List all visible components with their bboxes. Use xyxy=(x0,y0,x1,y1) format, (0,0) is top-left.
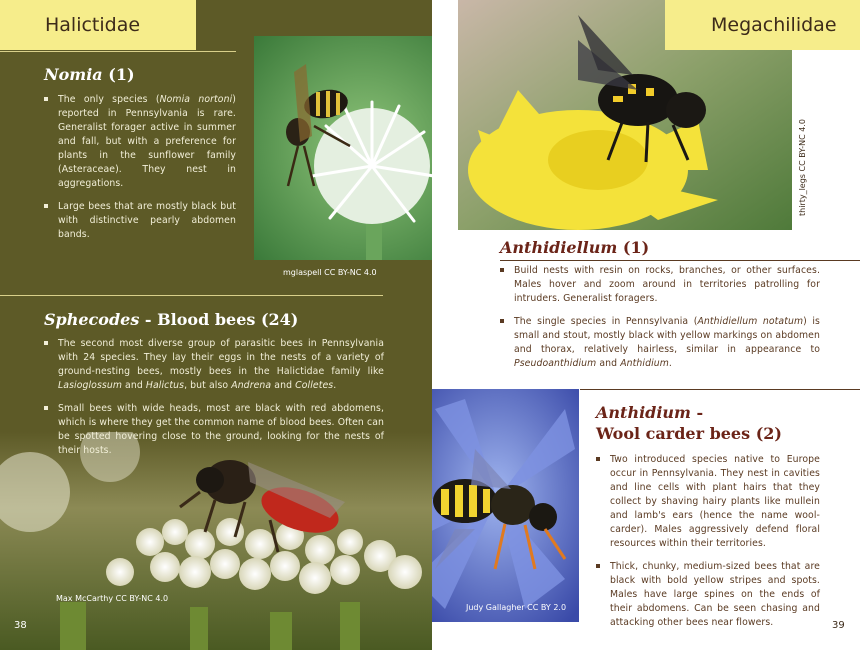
photo-credit: Max McCarthy CC BY-NC 4.0 xyxy=(56,594,169,603)
common-name: - Blood bees (24) xyxy=(139,310,299,329)
list-item: Small bees with wide heads, most are black with red abdomens, which is where they get the common name of blood bees. Often can be spotted hovering close to the ground, looking for the nests of their hosts. xyxy=(44,402,384,458)
photo-credit: Judy Gallagher CC BY 2.0 xyxy=(466,603,567,612)
page-number: 38 xyxy=(14,620,27,631)
divider-top xyxy=(0,51,236,52)
nomia-heading xyxy=(44,65,135,84)
list-item: The only species (Nomia nortoni) reported in Pennsylvania is rare. Generalist forager active in summer and fall, but with a preference for plants in the sunflower family (Asteraceae). They nest in aggregations. xyxy=(44,93,236,191)
photo-credit: mglaspell CC BY-NC 4.0 xyxy=(283,268,377,277)
sphecodes-heading xyxy=(44,310,298,329)
list-item: The second most diverse group of parasitic bees in Pennsylvania with 24 species. They lay their eggs in the nests of a variety of ground-nesting bees, mostly bees in the Halictidae family like Lasioglossum and Halictus, but also Andrena and Colletes. xyxy=(44,337,384,393)
genus-name: Nomia xyxy=(44,65,103,84)
family-tab-halictidae xyxy=(0,0,196,50)
anthidiellum-heading xyxy=(500,238,649,257)
species-count: (1) xyxy=(108,65,135,84)
sphecodes-bullets xyxy=(44,337,384,467)
family-tab-megachilidae xyxy=(665,0,860,50)
family-title: Megachilidae xyxy=(711,14,837,36)
family-title: Halictidae xyxy=(45,14,141,36)
list-item: Thick, chunky, medium-sized bees that are black with bold yellow stripes and spots. Males have large spines on the ends of their abdomens. Can be seen chasing and attacking other bees near flowers. xyxy=(596,560,820,630)
nomia-bullets xyxy=(44,93,236,251)
list-item: Two introduced species native to Europe occur in Pennsylvania. They nest in cavities and line cells with plant hairs that they collect by shaving hairy plants like mullein and lamb's ears (hence the name wool-carder). Males aggressively defend floral resources within their territories. xyxy=(596,453,820,551)
list-item: The single species in Pennsylvania (Anthidiellum notatum) is small and stout, mostly black with yellow markings on abdomen and thorax, relatively hairless, similar in appearance to Pseudoanthidium and Anthidium. xyxy=(500,315,820,371)
right-page xyxy=(432,0,860,650)
list-item: Build nests with resin on rocks, branches, or other surfaces. Males hover and zoom around in territories patrolling for intruders. Generalist foragers. xyxy=(500,264,820,306)
heading-dash: - xyxy=(690,403,704,422)
genus-name: Anthidium xyxy=(596,403,691,422)
divider-middle xyxy=(0,295,383,296)
genus-name: Sphecodes xyxy=(44,310,140,329)
nomia-photo xyxy=(254,36,432,260)
anthidium-photo xyxy=(432,389,579,622)
anthidium-bullets xyxy=(596,453,820,639)
divider-right-top xyxy=(500,260,860,261)
photo-credit: thirty_legs CC BY-NC 4.0 xyxy=(798,119,807,216)
divider-right-middle xyxy=(580,389,860,390)
genus-name: Anthidiellum xyxy=(500,238,618,257)
anthidium-heading xyxy=(596,402,836,444)
list-item: Large bees that are mostly black but with distinctive pearly abdomen bands. xyxy=(44,200,236,242)
common-name: Wool carder bees (2) xyxy=(596,424,782,443)
species-count: (1) xyxy=(622,238,650,257)
page-number: 39 xyxy=(832,620,845,631)
anthidiellum-bullets xyxy=(500,264,820,380)
